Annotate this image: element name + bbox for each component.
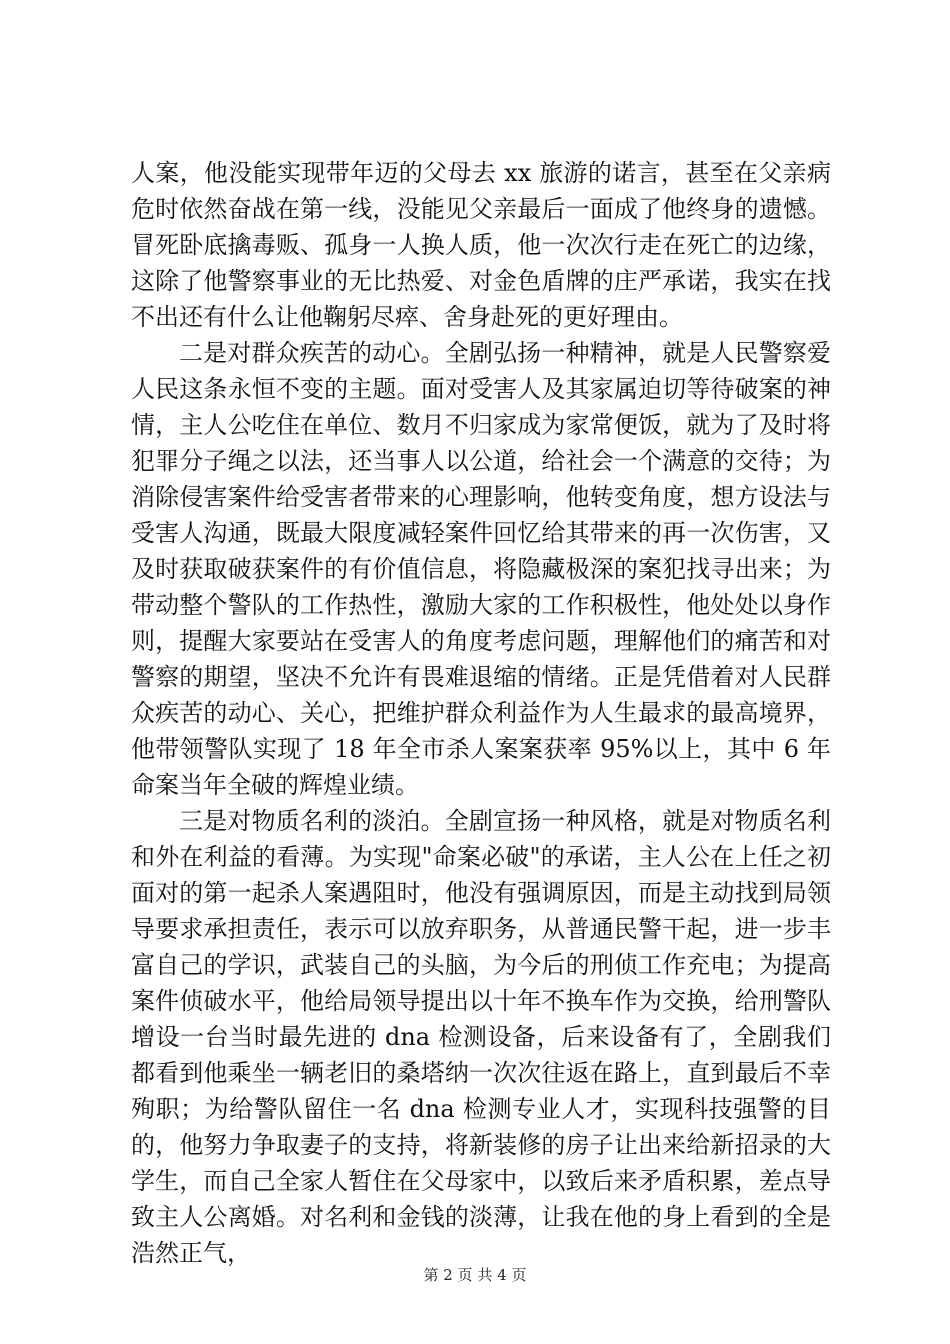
body-text <box>131 155 831 1271</box>
paragraph-section-two: 二是对群众疾苦的动心。全剧弘扬一种精神，就是人民警察爱人民这条永恒不变的主题。面对受害人及其家属迫切等待破案的神情，主人公吃住在单位、数月不归家成为家常便饭，就为了及时将犯罪分子绳之以法，还当事人以公道，给社会一个满意的交待；为消除侵害案件给受害者带来的心理影响，他转变角度，想方设法与受害人沟通，既最大限度减轻案件回忆给其带来的再一次伤害，又及时获取破获案件的有价值信息，将隐藏极深的案犯找寻出来；为带动整个警队的工作热性，激励大家的工作积极性，他处处以身作则，提醒大家要站在受害人的角度考虑问题，理解他们的痛苦和对警察的期望，坚决不允许有畏难退缩的情绪。正是凭借着对人民群众疾苦的动心、关心，把维护群众利益作为人生最求的最高境界，他带领警队实现了 18 年全市杀人案案获率 95%以上，其中 6 年命案当年全破的辉煌业绩。 <box>131 339 831 799</box>
page-number-footer: 第 2 页 共 4 页 <box>423 1266 527 1284</box>
paragraph-continuation: 人案，他没能实现带年迈的父母去 xx 旅游的诺言，甚至在父亲病危时依然奋战在第一线，没能见父亲最后一面成了他终身的遗憾。冒死卧底擒毒贩、孤身一人换人质，他一次次行走在死亡的边缘，这除了他警察事业的无比热爱、对金色盾牌的庄严承诺，我实在找不出还有什么让他鞠躬尽瘁、舍身赴死的更好理由。 <box>131 159 831 331</box>
paragraph-section-three: 三是对物质名利的淡泊。全剧宣扬一种风格，就是对物质名利和外在利益的看薄。为实现"命案必破"的承诺，主人公在上任之初面对的第一起杀人案遇阻时，他没有强调原因，而是主动找到局领导要求承担责任，表示可以放弃职务，从普通民警干起，进一步丰富自己的学识，武装自己的头脑，为今后的刑侦工作充电；为提高案件侦破水平，他给局领导提出以十年不换车作为交换，给刑警队增设一台当时最先进的 dna 检测设备，后来设备有了，全剧我们都看到他乘坐一辆老旧的桑塔纳一次次往返在路上，直到最后不幸殉职；为给警队留住一名 dna 检测专业人才，实现科技强警的目的，他努力争取妻子的支持，将新装修的房子让出来给新招录的大学生，而自己全家人暂住在父母家中，以致后来矛盾积累，差点导致主人公离婚。对名利和金钱的淡薄，让我在他的身上看到的全是浩然正气， <box>131 807 831 1267</box>
